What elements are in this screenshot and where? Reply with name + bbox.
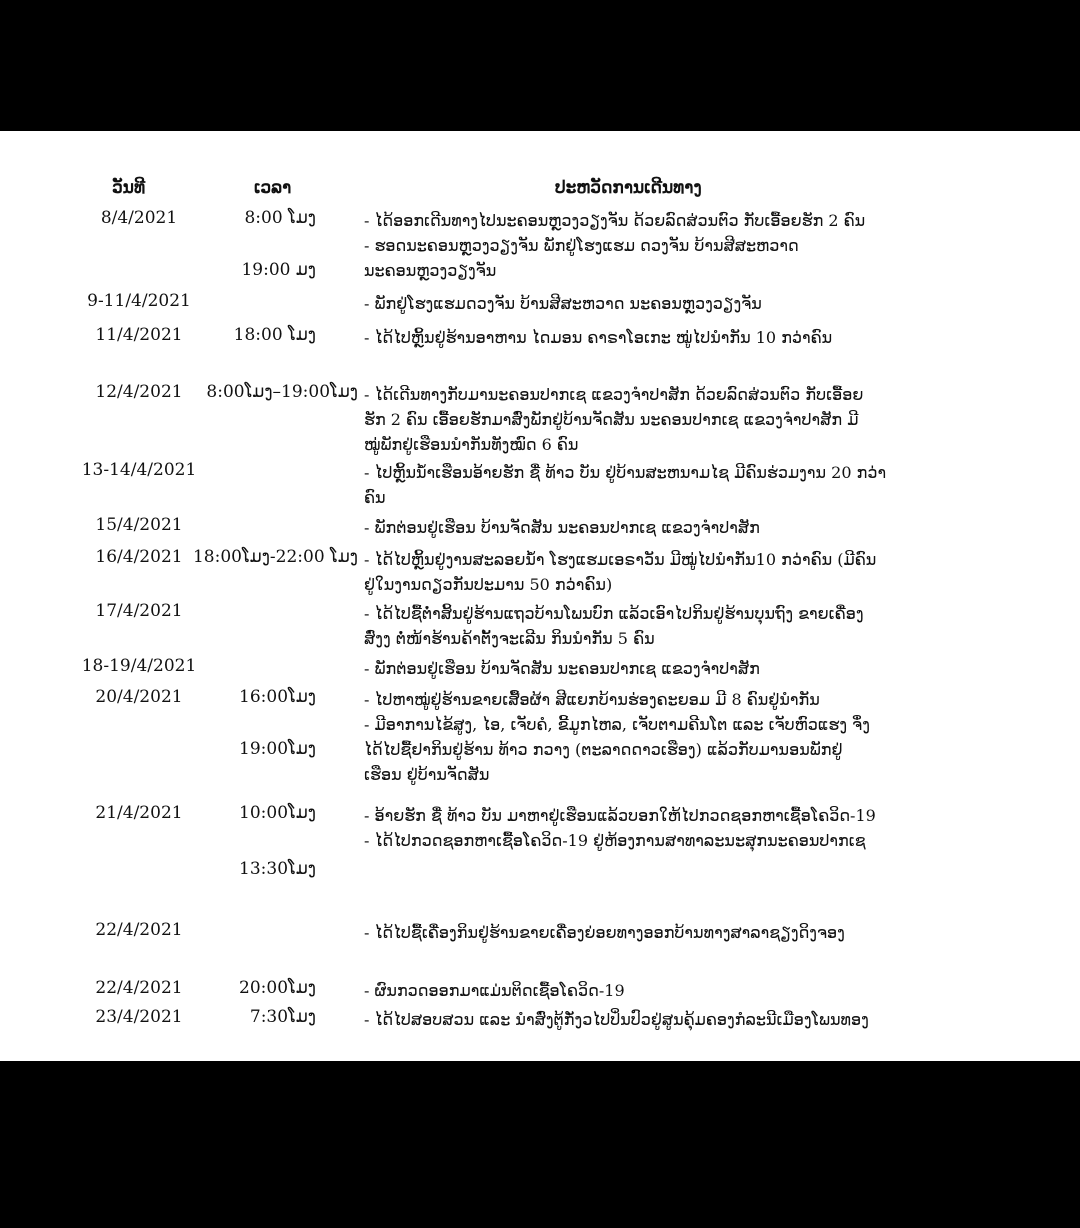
row-history [364,1007,954,1032]
history-line: ສົ່ງງ ຕໍ່ໜ້າຮ້ານຄ້າຕັ້ງຈະເລີນ ກິນນຳກັນ 5 ຄົນ [364,629,655,648]
row-history [364,460,954,510]
row-time: 19:00ໂມງ [239,739,316,759]
history-line: ຄົນ [364,488,386,507]
row-date: 22/4/2021 [95,920,183,940]
row-history [364,803,954,853]
row-history [364,382,954,457]
row-date: 17/4/2021 [95,601,183,621]
row-date: 8/4/2021 [100,208,178,228]
row-date: 16/4/2021 [95,547,183,567]
history-line: - ພັກຕ່ອນຢູ່ເຮືອນ ບ້ານຈັດສັນ ນະຄອນປາກເຊ ແຂວງຈຳປາສັກ [364,659,760,678]
history-line: ໝູ່ພັກຢູ່ເຮືອນນຳກັນທັງໝົດ 6 ຄົນ [364,435,579,454]
history-line: - ອ້າຍຮັກ ຊື່ ທ້າວ ບັນ ມາຫາຢູ່ເຮືອນແລ້ວບອກໃຫ້ໄປກວດຊອກຫາເຊື້ອໂຄວິດ-19 [364,806,876,825]
row-date: 9-11/4/2021 [87,291,191,311]
row-date: 21/4/2021 [95,803,183,823]
history-line: - ພັກຢູ່ໂຮງແຮມດວງຈັນ ບ້ານສີສະຫວາດ ນະຄອນຫຼວງວຽງຈັນ [364,294,762,313]
row-date: 12/4/2021 [95,382,183,402]
history-line: - ໄດ້ເດີນທາງກັບມານະຄອນປາກເຊ ແຂວງຈຳປາສັກ ດ້ວຍລົດສ່ວນຕົວ ກັບເອື້ອຍ [364,385,864,404]
history-line: - ໄດ້ໄປຫຼິ້ນຢູ່ງານສະລອຍນ້ຳ ໂຮງແຮມເອຣາວັນ ມີໝູ່ໄປນຳກັນ10 ກວ່າຄົນ (ມີຄົນ [364,550,877,569]
history-line: - ຮອດນະຄອນຫຼວງວຽງຈັນ ພັກຢູ່ໂຮງແຮມ ດວງຈັນ ບ້ານສີສະຫວາດ [364,236,799,255]
row-time: 19:00 ມງ [241,260,316,280]
row-time: 8:00 ໂມງ [244,208,316,228]
history-line: - ໄດ້ໄປສອບສວນ ແລະ ນຳສົ່ງຕູ້ກັ່ງວໄປປິ່ນປົວຢູ່ສູນຄຸ້ມຄອງກໍລະນີເມືອງໂພນທອງ [364,1010,869,1029]
row-date: 20/4/2021 [95,687,183,707]
row-time: 18:00 ໂມງ [233,325,316,345]
history-line: ໄດ້ໄປຊື້ຢາກິນຢູ່ຮ້ານ ທ້າວ ກວາງ (ຕະລາດດາວເຮືອງ) ແລ້ວກັບມານອນພັກຢູ່ [364,740,843,759]
history-line: - ຜົນກວດອອກມາແມ່ນຕິດເຊື້ອໂຄວິດ-19 [364,981,625,1000]
history-line: - ໄດ້ໄປຫຼິ້ນຢູ່ຮ້ານອາຫານ ໄດມອນ ຄາຣາໂອເກະ ໝູ່ໄປນຳກັນ 10 ກວ່າຄົນ [364,328,833,347]
row-date: 15/4/2021 [95,515,183,535]
row-time: 7:30ໂມງ [249,1007,316,1027]
row-history [364,208,954,283]
history-line: - ໄປຫຼິ້ນນ້ຳເຮືອນອ້າຍຮັກ ຊື່ ທ້າວ ບັນ ຢູ່ບ້ານສະຫນາມໄຊ ມີຄົນຮ່ວມງານ 20 ກວ່າ [364,463,887,482]
column-header-date: ວັນທີ [112,178,146,198]
row-time: 16:00ໂມງ [239,687,316,707]
history-line: ເຮືອນ ຢູ່ບ້ານຈັດສັນ [364,765,490,784]
row-history [364,325,954,350]
history-line: - ໄດ້ໄປຊື້ເຄື່ອງກິນຢູ່ຮ້ານຂາຍເຄື່ອງຍ່ອຍທາງອອກບ້ານທາງສາລາຊຽງດິງຈອງ [364,923,845,942]
row-history [364,515,954,540]
column-header-history: ປະຫວັດການເດີນທາງ [555,178,702,198]
row-time: 20:00ໂມງ [239,978,316,998]
travel-history-document [0,131,1080,1061]
row-time: 18:00ໂມງ-22:00 ໂມງ [192,547,358,567]
row-history [364,547,954,597]
top-black-band [0,0,1080,131]
row-history [364,656,954,681]
row-time: 13:30ໂມງ [239,859,316,879]
row-history [364,920,954,945]
bottom-black-band [0,1061,1080,1228]
row-date: 18-19/4/2021 [81,656,197,676]
history-line: ຢູ່ໃນງານດຽວກັນປະມານ 50 ກວ່າຄົນ) [364,575,613,594]
row-history [364,978,954,1003]
row-time: 10:00ໂມງ [239,803,316,823]
row-history [364,687,954,787]
history-line: - ໄປຫາໝູ່ຢູ່ຮ້ານຂາຍເສື້ອຜ້າ ສີແຍກບ້ານຮ່ອງຄະຍອມ ມີ 8 ຄົນຢູ່ນຳກັນ [364,690,820,709]
history-line: - ໄດ້ໄປກວດຊອກຫາເຊື້ອໂຄວິດ-19 ຢູ່ຫ້ອງການສາທາລະນະສຸກນະຄອນປາກເຊ [364,831,866,850]
history-line: - ພັກຕ່ອນຢູ່ເຮືອນ ບ້ານຈັດສັນ ນະຄອນປາກເຊ ແຂວງຈຳປາສັກ [364,518,760,537]
row-date: 11/4/2021 [95,325,183,345]
row-date: 23/4/2021 [95,1007,183,1027]
history-line: - ໄດ້ອອກເດີນທາງໄປນະຄອນຫຼວງວຽງຈັນ ດ້ວຍລົດສ່ວນຕົວ ກັບເອື້ອຍຮັກ 2 ຄົນ [364,211,866,230]
row-date: 13-14/4/2021 [81,460,197,480]
history-line: - ໄດ້ໄປຊື້ຕ່ຳສິ້ນຢູ່ຮ້ານແຖວບ້ານໂພນບົກ ແລ້ວເອົາໄປກິນຢູ່ຮ້ານບຸນຖົງ ຂາຍເຄື່ອງ [364,604,864,623]
row-date: 22/4/2021 [95,978,183,998]
column-header-time: ເວລາ [254,178,292,198]
row-history [364,601,954,651]
history-line: ນະຄອນຫຼວງວຽງຈັນ [364,261,497,280]
history-line: - ມີອາການໄຂ້ສູງ, ໄອ, ເຈັບຄໍ, ຂີ້ມູກໄຫລ, ເຈັບຕາມຄີນໂຕ ແລະ ເຈັບຫົວແຮງ ຈຶ່ງ [364,715,870,734]
row-time: 8:00ໂມງ–19:00ໂມງ [206,382,358,402]
row-history [364,291,954,316]
history-line: ຮັກ 2 ຄົນ ເອື້ອຍຮັກມາສົ່ງພັກຢູ່ບ້ານຈັດສັນ ນະຄອນປາກເຊ ແຂວງຈຳປາສັກ ມີ [364,410,859,429]
